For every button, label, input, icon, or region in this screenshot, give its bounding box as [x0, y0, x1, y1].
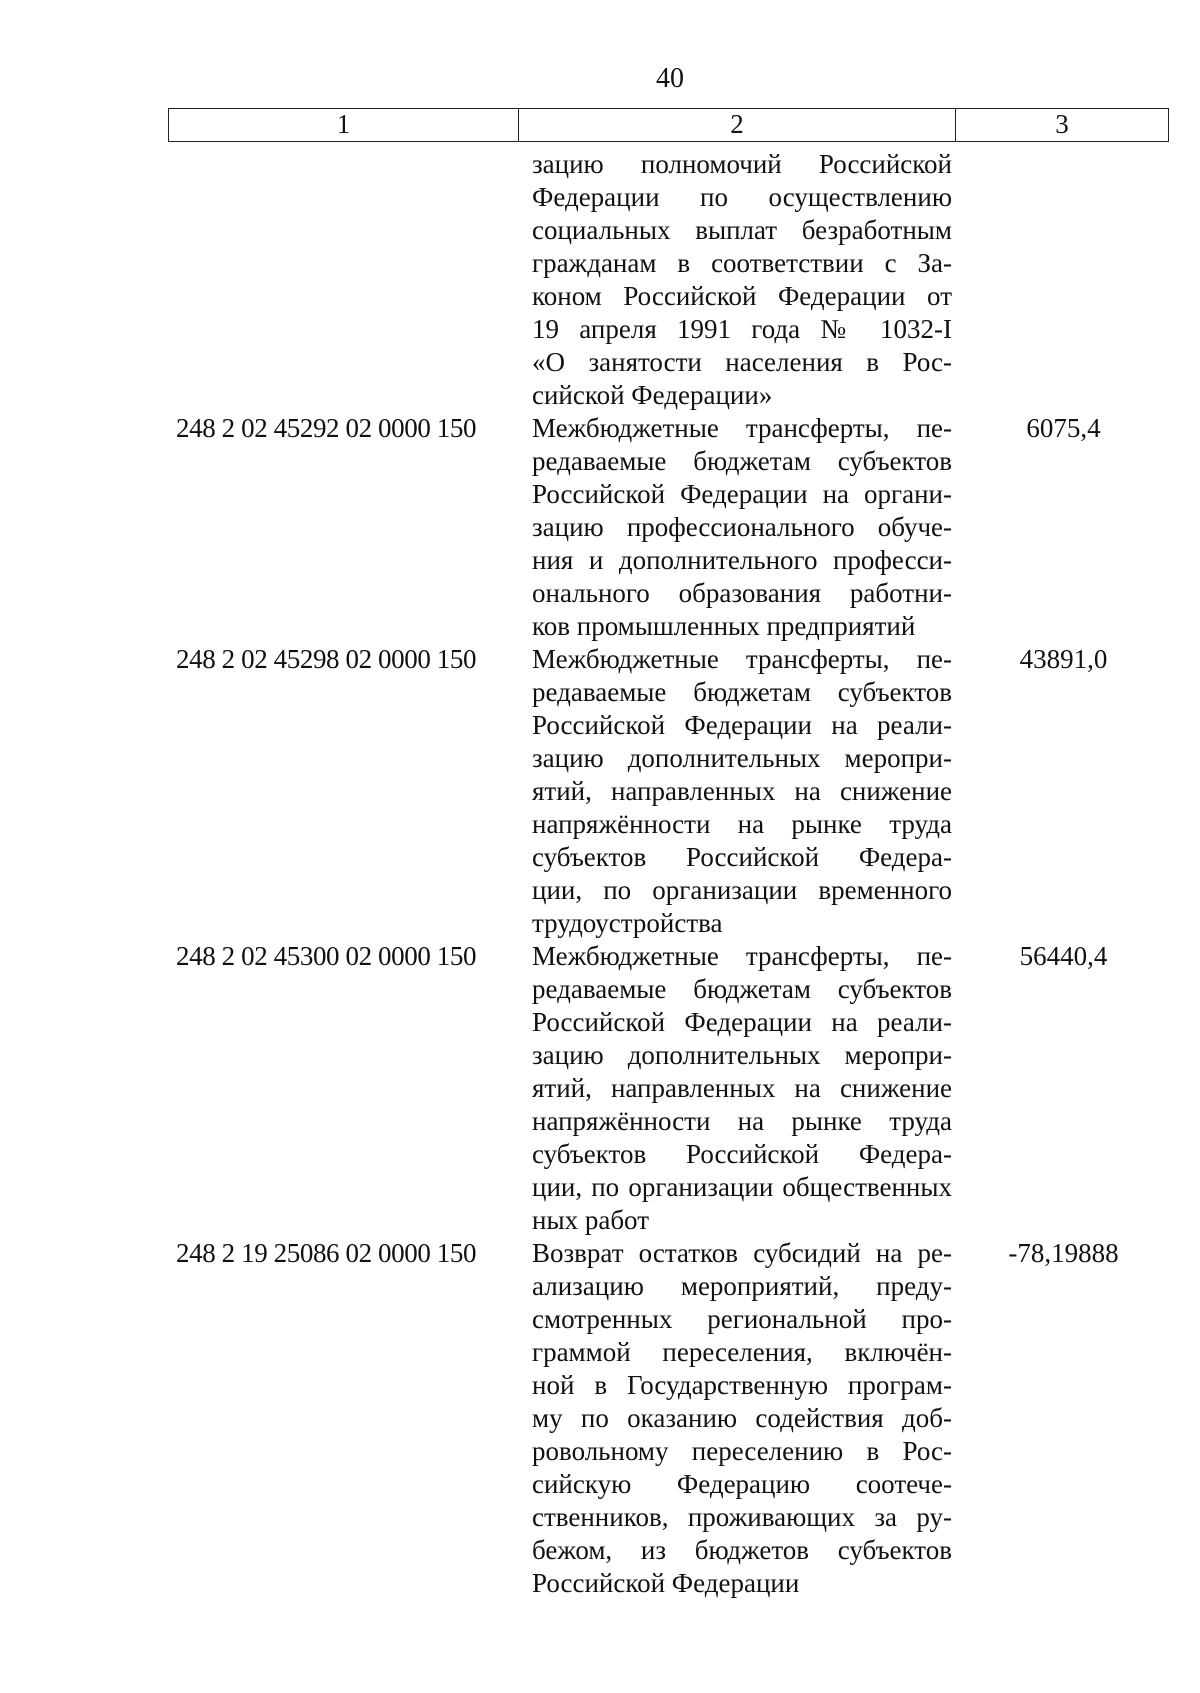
description-line: редаваемые бюджетам субъектов — [532, 677, 952, 707]
description-line: редаваемые бюджетам субъектов — [532, 446, 952, 476]
description-line: ятий, направленных на снижение — [532, 776, 952, 806]
description-line: бежом, из бюджетов субъектов — [532, 1535, 952, 1565]
description-line: ственников, проживающих за ру- — [532, 1502, 952, 1532]
description-line: коном Российской Федерации от — [532, 281, 952, 311]
description-line: гражданам в соответствии с За- — [532, 248, 952, 278]
description-line: субъектов Российской Федера- — [532, 842, 952, 872]
budget-code: 248 2 02 45300 02 0000 150 — [176, 941, 477, 971]
table-header — [168, 108, 1169, 142]
description-line: сийскую Федерацию соотече- — [532, 1469, 952, 1499]
budget-code: 248 2 02 45298 02 0000 150 — [176, 644, 477, 674]
description-line: ализацию мероприятий, преду- — [532, 1271, 952, 1301]
description-line: ных работ — [532, 1205, 650, 1235]
description-line: Российской Федерации на органи- — [532, 479, 952, 509]
description-line: субъектов Российской Федера- — [532, 1139, 952, 1169]
header-col-2: 2 — [519, 109, 956, 141]
description-line: зацию дополнительных меропри- — [532, 743, 952, 773]
description-line: 19 апреля 1991 года № 1032-I — [532, 314, 952, 344]
row-amount: 6075,4 — [1026, 413, 1101, 443]
description-line: Российской Федерации на реали- — [532, 710, 952, 740]
budget-code: 248 2 02 45292 02 0000 150 — [176, 413, 477, 443]
budget-code: 248 2 19 25086 02 0000 150 — [176, 1238, 477, 1268]
row-amount: -78,19888 — [1008, 1238, 1119, 1268]
description-line: редаваемые бюджетам субъектов — [532, 974, 952, 1004]
description-line: граммой переселения, включён- — [532, 1337, 952, 1367]
description-line: напряжённости на рынке труда — [532, 1106, 952, 1136]
row-amount: 43891,0 — [1019, 644, 1108, 674]
description-line: Возврат остатков субсидий на ре- — [532, 1238, 952, 1268]
page-number: 40 — [656, 63, 684, 94]
description-line: сийской Федерации» — [532, 380, 773, 410]
description-line: онального образования работни- — [532, 578, 952, 608]
description-line: ятий, направленных на снижение — [532, 1073, 952, 1103]
description-line: ции, по организации временного — [532, 875, 952, 905]
row-amount: 56440,4 — [1019, 941, 1108, 971]
description-line: ции, по организации общественных — [532, 1172, 952, 1202]
description-line: смотренных региональной про- — [532, 1304, 952, 1334]
row-description — [532, 412, 952, 643]
description-line: зацию полномочий Российской — [532, 149, 952, 179]
description-line: ния и дополнительного професси- — [532, 545, 952, 575]
description-line: ровольному переселению в Рос- — [532, 1436, 952, 1466]
description-line: Федерации по осуществлению — [532, 182, 952, 212]
description-line: «О занятости населения в Рос- — [532, 347, 952, 377]
description-line: трудоустройства — [532, 908, 723, 938]
description-line: Межбюджетные трансферты, пе- — [532, 413, 952, 443]
description-line: му по оказанию содействия доб- — [532, 1403, 952, 1433]
description-line: социальных выплат безработным — [532, 215, 952, 245]
description-line: Межбюджетные трансферты, пе- — [532, 644, 952, 674]
description-line: зацию дополнительных меропри- — [532, 1040, 952, 1070]
row-description — [532, 643, 952, 940]
description-line: Российской Федерации — [532, 1568, 800, 1598]
header-col-1: 1 — [169, 109, 519, 141]
continuation-description — [532, 148, 952, 412]
description-line: напряжённости на рынке труда — [532, 809, 952, 839]
description-line: ной в Государственную програм- — [532, 1370, 952, 1400]
row-description — [532, 940, 952, 1237]
description-line: Межбюджетные трансферты, пе- — [532, 941, 952, 971]
header-col-3: 3 — [1055, 109, 1069, 139]
description-line: зацию профессионального обуче- — [532, 512, 952, 542]
description-line: ков промышленных предприятий — [532, 611, 916, 641]
description-line: Российской Федерации на реали- — [532, 1007, 952, 1037]
row-description — [532, 1237, 952, 1600]
